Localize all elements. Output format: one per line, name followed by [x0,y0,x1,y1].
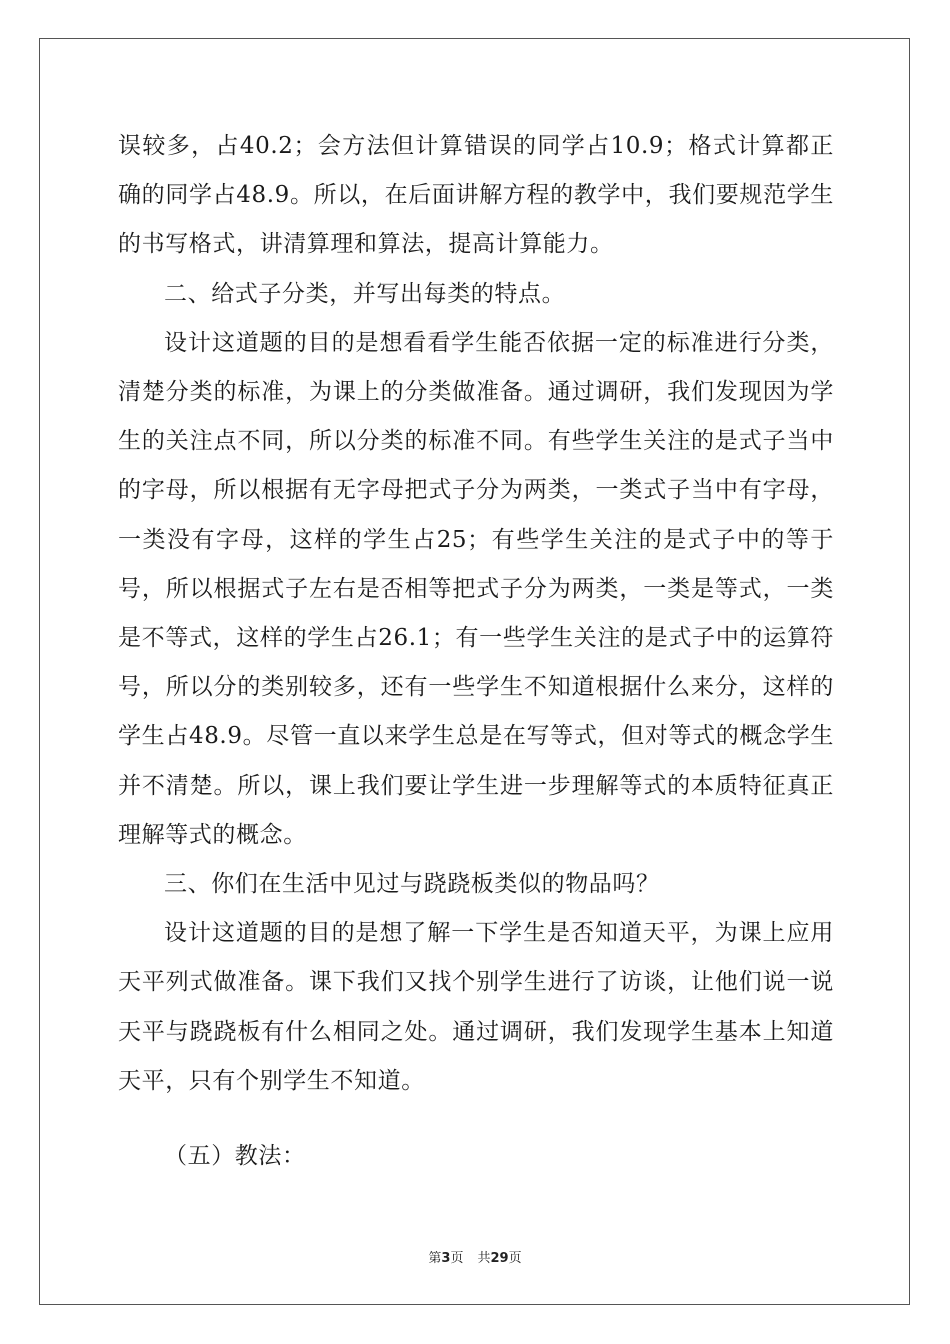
paragraph-classification: 设计这道题的目的是想看看学生能否依据一定的标准进行分类，清楚分类的标准，为课上的分类做准备。通过调研，我们发现因为学生的关注点不同，所以分类的标准不同。有些学生关注的是式子当中的字母，所以根据有无字母把式子分为两类，一类式子当中有字母，一类没有字母，这样的学生占25；有些学生关注的是式子中的等于号，所以根据式子左右是否相等把式子分为两类，一类是等式，一类是不等式，这样的学生占26.1；有一些学生关注的是式子中的运算符号，所以分的类别较多，还有一些学生不知道根据什么来分，这样的学生占48.9。尽管一直以来学生总是在写等式，但对等式的概念学生并不清楚。所以，课上我们要让学生进一步理解等式的本质特征真正理解等式的概念。 [118,329,834,848]
section-heading-teaching-method: （五）教法： [164,1143,306,1170]
total-suffix: 页 [508,1251,522,1266]
paragraph-continuation: 误较多，占40.2；会方法但计算错误的同学占10.9；格式计算都正确的同学占48.9。所以，在后面讲解方程的教学中，我们要规范学生的书写格式，讲清算理和算法，提高计算能力。 [118,133,834,258]
page-footer [0,1247,950,1266]
total-prefix: 共 [477,1251,491,1266]
document-body [118,122,834,1181]
page-number: 3 [441,1251,451,1266]
page-suffix: 页 [450,1251,464,1266]
total-pages: 29 [490,1251,509,1266]
section-heading-three: 三、你们在生活中见过与跷跷板类似的物品吗？ [164,871,660,898]
paragraph-balance: 设计这道题的目的是想了解一下学生是否知道天平，为课上应用天平列式做准备。课下我们又找个别学生进行了访谈，让他们说一说天平与跷跷板有什么相同之处。通过调研，我们发现学生基本上知道天平，只有个别学生不知道。 [118,920,834,1094]
section-heading-two: 二、给式子分类，并写出每类的特点。 [164,280,566,307]
page-prefix: 第 [428,1251,442,1266]
